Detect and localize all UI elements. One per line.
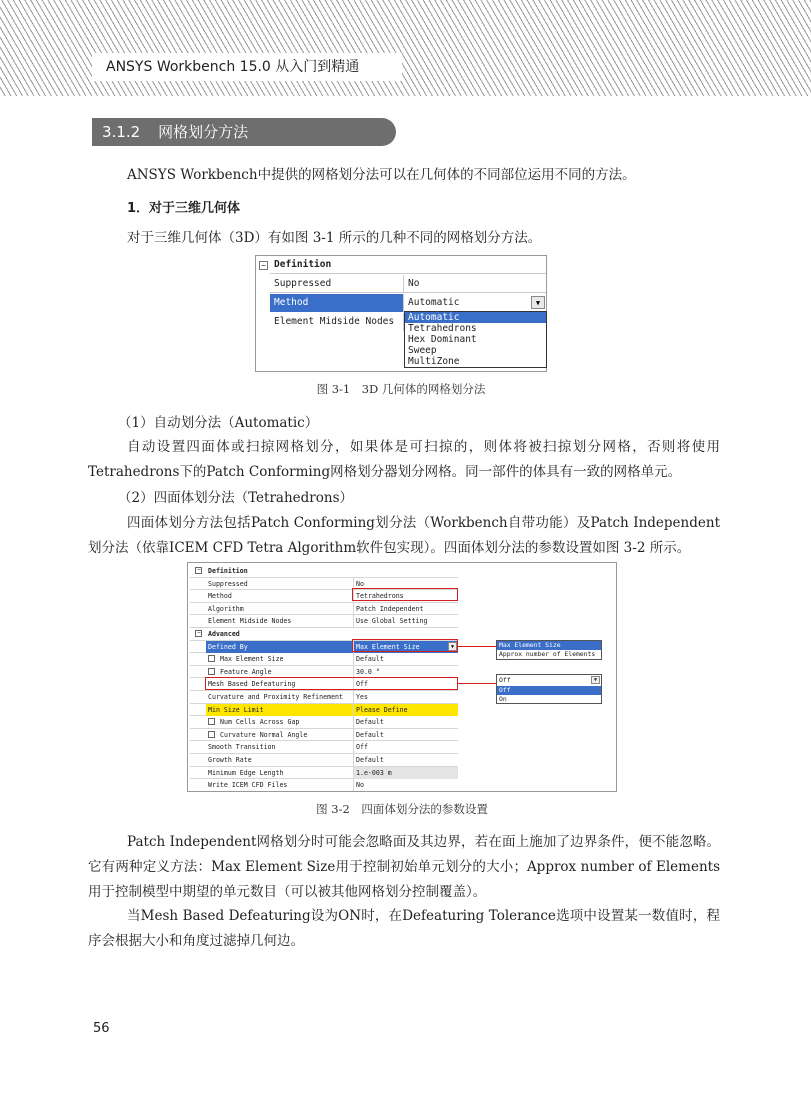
- chevron-down-icon[interactable]: ▼: [531, 296, 545, 309]
- paragraph-automatic: 自动设置四面体或扫掠网格划分，如果体是可扫掠的，则体将被扫掠划分网格，否则将使用Tetrahedrons下的Patch Conforming网格划分器划分网格。同一部件的体具有一致的网格单元。: [88, 439, 720, 480]
- row-label: Mesh Based Defeaturing: [206, 678, 354, 690]
- subheading-tetrahedrons: （2）四面体划分法（Tetrahedrons）: [118, 490, 353, 506]
- row-value: Patch Independent: [356, 604, 424, 613]
- collapse-icon[interactable]: −: [197, 566, 201, 573]
- row-value: Off: [356, 743, 368, 752]
- row-value: Default: [356, 730, 384, 739]
- row-value: Yes: [356, 692, 368, 701]
- figure-3-2-caption: 图 3-2 四面体划分法的参数设置: [316, 802, 488, 816]
- row-value: No: [356, 781, 364, 790]
- callout-line: [458, 683, 496, 684]
- chevron-down-icon[interactable]: ▼: [591, 676, 600, 684]
- row-label: Growth Rate: [206, 754, 354, 766]
- subheading-automatic: （1）自动划分法（Automatic）: [118, 415, 319, 431]
- row-suppressed[interactable]: [270, 275, 546, 293]
- highlight-method: [352, 588, 458, 601]
- paragraph-defeaturing: 当Mesh Based Defeaturing设为ON时，在Defeaturing Tolerance选项中设置某一数值时，程序会根据大小和角度过滤掉几何边。: [88, 908, 720, 949]
- subheading-3d: 1．对于三维几何体: [127, 201, 241, 216]
- dropdown-value: Max Element Size: [356, 642, 420, 651]
- advanced-header: Advanced: [208, 629, 240, 638]
- definition-header: Definition: [208, 567, 248, 575]
- definition-header: Definition: [274, 259, 332, 270]
- definition-header-row: [270, 256, 546, 274]
- row-value: Default: [356, 718, 384, 727]
- row-label: Suppressed: [206, 578, 354, 590]
- row-label: Num Cells Across Gap: [206, 716, 354, 728]
- option-tetrahedrons[interactable]: Tetrahedrons: [408, 323, 477, 334]
- option-multizone[interactable]: MultiZone: [408, 356, 460, 367]
- row-label: Element Midside Nodes: [270, 313, 404, 331]
- row-label: Feature Angle: [206, 666, 354, 678]
- running-header: ANSYS Workbench 15.0 从入门到精通: [92, 53, 402, 81]
- paragraph-intro: ANSYS Workbench中提供的网格划分法可以在几何体的不同部位运用不同的方法。: [127, 167, 636, 183]
- collapse-icon[interactable]: −: [197, 628, 201, 636]
- row-minimum-edge-length[interactable]: [190, 767, 458, 780]
- option-hex-dominant[interactable]: Hex Dominant: [408, 334, 477, 345]
- row-value: Off: [356, 680, 368, 689]
- row-label: Element Midside Nodes: [206, 615, 354, 627]
- row-label: Max Element Size: [206, 653, 354, 665]
- row-label: Defined By: [206, 641, 354, 653]
- figure-3-2-details-panel: [187, 562, 617, 792]
- row-label: Smooth Transition: [206, 741, 354, 753]
- chevron-down-icon[interactable]: ▼: [448, 642, 457, 651]
- collapse-icon[interactable]: −: [259, 261, 268, 270]
- row-growth-rate[interactable]: [190, 754, 458, 767]
- row-value: Please Define: [354, 704, 458, 716]
- row-label: Curvature and Proximity Refinement: [206, 691, 354, 703]
- row-value: 1.e-003 m: [354, 767, 458, 779]
- header-hatch-band: [0, 0, 811, 96]
- paragraph-patch-independent: Patch Independent网格划分时可能会忽略面及其边界，若在面上施加了边界条件，便不能忽略。它有两种定义方法：Max Element Size用于控制初始单元划分的大小；Approx number of Elements用于控制模型中期望的单元数目（可以被其他网格划分控制覆盖）。: [88, 834, 720, 900]
- definition-header-row: [190, 565, 458, 578]
- row-value: Default: [356, 755, 384, 764]
- option-on[interactable]: On: [499, 695, 507, 703]
- option-approx-number-of-elements[interactable]: Approx number of Elements: [499, 650, 596, 658]
- row-label: Write ICEM CFD Files: [206, 779, 354, 791]
- row-curvature-proximity[interactable]: [190, 691, 458, 704]
- option-automatic[interactable]: Automatic: [405, 312, 546, 323]
- figure-3-1-caption: 图 3-1 3D 几何体的网格划分法: [316, 382, 486, 396]
- row-value: No: [356, 579, 364, 588]
- row-algorithm[interactable]: [190, 603, 458, 616]
- row-value: No: [408, 278, 420, 289]
- row-curvature-normal-angle[interactable]: [190, 729, 458, 742]
- row-value: Default: [356, 655, 384, 664]
- page-number: 56: [93, 1021, 110, 1036]
- section-title: 网格划分方法: [158, 123, 249, 141]
- highlight-mesh-based-defeaturing: [205, 677, 458, 690]
- method-options-list[interactable]: [404, 311, 547, 368]
- row-smooth-transition[interactable]: [190, 741, 458, 754]
- section-heading: [92, 118, 396, 146]
- defined-by-options-list[interactable]: [496, 640, 602, 660]
- defeaturing-current[interactable]: Off ▼: [497, 675, 601, 686]
- section-number: 3.1.2: [102, 123, 141, 141]
- figure-3-1-details-panel: [255, 255, 547, 372]
- row-num-cells-across-gap[interactable]: [190, 716, 458, 729]
- option-off[interactable]: Off: [497, 686, 601, 695]
- paragraph-tetrahedrons: 四面体划分方法包括Patch Conforming划分法（Workbench自带功能）及Patch Independent划分法（依靠ICEM CFD Tetra Algorithm软件包实现）。四面体划分法的参数设置如图 3-2 所示。: [88, 515, 720, 556]
- callout-line: [458, 646, 496, 647]
- paragraph-3d: 对于三维几何体（3D）有如图 3-1 所示的几种不同的网格划分方法。: [127, 230, 542, 246]
- row-value: Use Global Setting: [356, 617, 428, 626]
- row-label: Suppressed: [270, 275, 404, 293]
- option-max-element-size[interactable]: Max Element Size: [497, 641, 601, 650]
- row-method[interactable]: [270, 294, 546, 312]
- row-label: Method: [270, 294, 404, 312]
- method-dropdown[interactable]: [404, 294, 547, 312]
- row-midside-nodes[interactable]: [190, 615, 458, 628]
- highlight-defined-by: [352, 639, 458, 652]
- row-value: 30.0 °: [356, 667, 380, 676]
- row-write-icem-cfd-files[interactable]: [190, 779, 458, 792]
- row-min-size-limit[interactable]: [190, 704, 458, 717]
- dropdown-value: Automatic: [408, 297, 460, 308]
- option-sweep[interactable]: Sweep: [408, 345, 437, 356]
- row-label: Algorithm: [206, 603, 354, 615]
- defeaturing-dropdown[interactable]: [496, 674, 602, 704]
- row-label: Curvature Normal Angle: [206, 729, 354, 741]
- row-label: Method: [206, 590, 354, 602]
- row-label: Minimum Edge Length: [206, 767, 354, 779]
- row-value: Tetrahedrons: [356, 592, 404, 601]
- row-label: Min Size Limit: [206, 704, 354, 716]
- row-max-element-size[interactable]: [190, 653, 458, 666]
